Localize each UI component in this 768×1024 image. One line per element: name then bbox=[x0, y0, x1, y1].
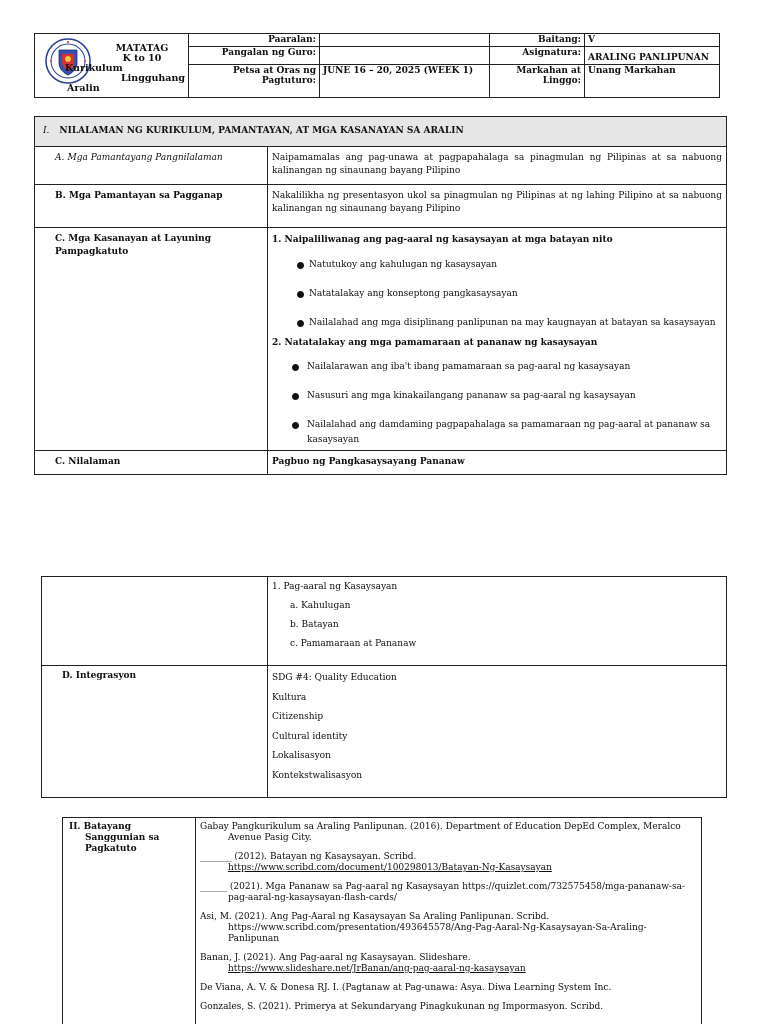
brand-line-4: Lingguhang bbox=[121, 73, 185, 84]
integrasyon-item: Kontekstwalisasyon bbox=[272, 770, 363, 781]
baitang-label: Baitang: bbox=[490, 34, 585, 47]
petsa-label: Petsa at Oras ng Pagtuturo: bbox=[189, 65, 320, 98]
learning-competencies-cell bbox=[268, 228, 727, 451]
asignatura-label: Asignatura: bbox=[490, 47, 585, 65]
reference-entry bbox=[200, 953, 697, 975]
objective-1-item: Natutukoy ang kahulugan ng kasaysayan bbox=[272, 258, 722, 273]
brand-line-1: MATATAG bbox=[115, 43, 169, 54]
baitang-value: V bbox=[585, 34, 720, 47]
reference-text: Banan, J. (2021). Ang Pag-aaral ng Kasaysayan. Slideshare. bbox=[200, 953, 471, 963]
reference-text: ______ (2021). Mga Pananaw sa Pag-aaral ng Kasaysayan https://quizlet.com/732575458/mga-pananaw-sa-pag-aaral-ng-kasaysayan-flash-cards/ bbox=[200, 882, 685, 903]
matatag-brand bbox=[65, 43, 187, 94]
reference-entry bbox=[200, 983, 697, 994]
integrasyon-item: SDG #4: Quality Education bbox=[272, 673, 397, 683]
paaralan-label: Paaralan: bbox=[189, 34, 320, 47]
learning-competencies-label: C. Mga Kasanayan at Layuning Pampagkatuto bbox=[35, 228, 268, 451]
references-table bbox=[62, 817, 702, 1024]
reference-entry bbox=[200, 912, 697, 945]
reference-text: _______ (2012). Batayan ng Kasaysayan. Scribd. bbox=[200, 852, 417, 862]
deped-seal-icon bbox=[45, 38, 91, 84]
content-list-item: 1. Pag-aaral ng Kasaysayan bbox=[272, 582, 398, 592]
section-1-roman: I. bbox=[43, 126, 50, 137]
paaralan-value bbox=[320, 34, 490, 47]
content-empty-label-cell bbox=[42, 577, 268, 666]
references-list-cell bbox=[196, 818, 702, 1024]
objective-1-heading: 1. Naipaliliwanag ang pag-aaral ng kasaysayan at mga batayan nito bbox=[272, 235, 613, 245]
reference-text: Gabay Pangkurikulum sa Araling Panlipunan. (2016). Department of Education DepEd Complex, Meralco Avenue Pasig City. bbox=[200, 822, 681, 843]
content-standard-text: Naipamamalas ang pag-unawa at pagpapahalaga sa pinagmulan ng Pilipinas at sa nabuong kalinangan ng sinaunang bayang Pilipino bbox=[268, 147, 727, 185]
performance-standard-label: B. Mga Pamantayan sa Pagganap bbox=[35, 185, 268, 228]
content-list-item: b. Batayan bbox=[290, 620, 339, 630]
reference-text: De Viana, A. V. & Donesa RJ. I. (Pagtanaw at Pag-unawa: Asya. Diwa Learning System Inc. bbox=[200, 983, 612, 993]
references-label-line: Pagkatuto bbox=[85, 844, 137, 854]
guro-value bbox=[320, 47, 490, 65]
reference-text: Asi, M. (2021). Ang Pag-Aaral ng Kasaysayan Sa Araling Panlipunan. Scribd. https://www.scribd.com/presentation/493645578/Ang-Pag-Aaral-Ng-Kasaysayan-Sa-Araling-Panlipunan bbox=[200, 912, 647, 944]
petsa-value: JUNE 16 – 20, 2025 (WEEK 1) bbox=[320, 65, 490, 98]
references-label-line: II. Batayang bbox=[69, 822, 132, 832]
performance-standard-text: Nakalilikha ng presentasyon ukol sa pinagmulan ng Pilipinas at ng lahing Pilipino at sa nabuong kalinangan ng sinaunang bayang Pilipino bbox=[268, 185, 727, 228]
content-integration-table bbox=[41, 576, 727, 798]
brand-line-2: K to 10 bbox=[122, 53, 162, 64]
objective-1-item: Nailalahad ang mga disiplinang panlipunan na may kaugnayan at batayan sa kasaysayan bbox=[272, 316, 722, 331]
nilalaman-label: C. Nilalaman bbox=[35, 451, 268, 475]
header-brand-cell bbox=[35, 34, 189, 98]
reference-text: Gonzales, S. (2021). Primerya at Sekundaryang Pinagkukunan ng Impormasyon. Scribd. bbox=[200, 1002, 604, 1012]
brand-line-3: Kurikulum bbox=[65, 63, 123, 74]
integrasyon-item: Citizenship bbox=[272, 712, 324, 722]
nilalaman-text: Pagbuo ng Pangkasaysayang Pananaw bbox=[268, 451, 727, 475]
integrasyon-item: Kultura bbox=[272, 692, 307, 703]
brand-line-5: Aralin bbox=[67, 83, 100, 94]
asignatura-value: ARALING PANLIPUNAN bbox=[585, 47, 720, 65]
markahan-value: Unang Markahan bbox=[585, 65, 720, 98]
reference-entry bbox=[200, 822, 697, 844]
section-1-title-row bbox=[35, 117, 727, 147]
objective-2-item: Nailalarawan ang iba't ibang pamamaraan sa pag-aaral ng kasaysayan bbox=[272, 360, 722, 375]
reference-link[interactable]: https://www.scribd.com/document/100298013/Batayan-Ng-Kasaysayan bbox=[228, 863, 552, 873]
reference-entry bbox=[200, 852, 697, 874]
content-list-item: a. Kahulugan bbox=[290, 601, 351, 611]
content-list-cell bbox=[268, 577, 727, 666]
reference-link[interactable]: https://www.slideshare.net/JrBanan/ang-pag-aaral-ng-kasaysayan bbox=[228, 964, 526, 974]
curriculum-section-table bbox=[34, 116, 727, 475]
reference-entry bbox=[200, 1002, 697, 1013]
content-list-item: c. Pamamaraan at Pananaw bbox=[290, 639, 417, 649]
integrasyon-item: Lokalisasyon bbox=[272, 751, 331, 761]
content-standard-label-cell bbox=[35, 147, 268, 185]
objective-1-item: Natatalakay ang konseptong pangkasaysayan bbox=[272, 287, 722, 302]
row-a-letter: A. bbox=[55, 153, 65, 163]
integrasyon-item: Cultural identity bbox=[272, 731, 348, 742]
reference-entry bbox=[200, 882, 697, 904]
guro-label: Pangalan ng Guro: bbox=[189, 47, 320, 65]
lesson-header-table bbox=[34, 33, 720, 98]
objective-2-heading: 2. Natatalakay ang mga pamamaraan at pananaw ng kasaysayan bbox=[272, 337, 598, 348]
objective-2-item: Nailalahad ang damdaming pagpapahalaga sa pamamaraan ng pag-aaral at pananaw sa kasaysayan bbox=[272, 418, 722, 448]
references-label-cell bbox=[63, 818, 196, 1024]
row-a-label: Mga Pamantayang Pangnilalaman bbox=[67, 153, 223, 163]
section-1-title: NILALAMAN NG KURIKULUM, PAMANTAYAN, AT MGA KASANAYAN SA ARALIN bbox=[59, 126, 464, 137]
markahan-label: Markahan at Linggo: bbox=[490, 65, 585, 98]
objective-2-item: Nasusuri ang mga kinakailangang pananaw sa pag-aaral ng kasaysayan bbox=[272, 389, 722, 404]
references-label-line: Sanggunian sa bbox=[85, 833, 160, 843]
integrasyon-label: D. Integrasyon bbox=[42, 666, 268, 798]
integrasyon-list bbox=[268, 666, 727, 798]
